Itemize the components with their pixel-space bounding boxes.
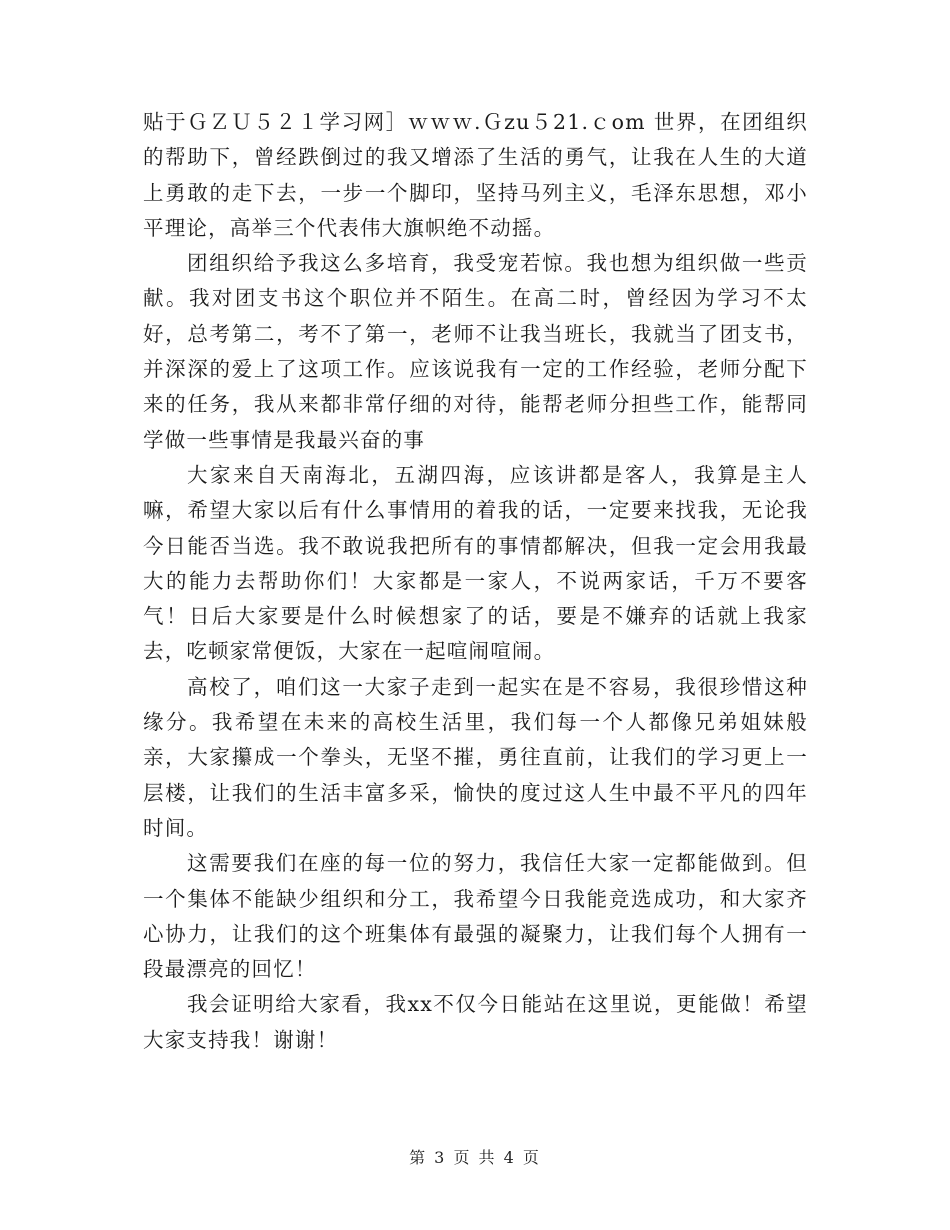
page-footer [0,1145,950,1168]
document-body [143,105,808,1058]
paragraph-4: 高校了，咱们这一大家子走到一起实在是不容易，我很珍惜这种缘分。我希望在未来的高校生活里，我们每一个人都像兄弟姐妹般亲，大家攥成一个拳头，无坚不摧，勇往直前，让我们的学习更上一层楼，让我们的生活丰富多采，愉快的度过这人生中最不平凡的四年时间。 [143,674,808,840]
paragraph-2: 团组织给予我这么多培育，我受宠若惊。我也想为组织做一些贡献。我对团支书这个职位并不陌生。在高二时，曾经因为学习不太好，总考第二，考不了第一，老师不让我当班长，我就当了团支书，并深深的爱上了这项工作。应该说我有一定的工作经验，老师分配下来的任务，我从来都非常仔细的对待，能帮老师分担些工作，能帮同学做一些事情是我最兴奋的事 [143,251,808,452]
page-number: 第 3 页 共 4 页 [409,1148,541,1167]
paragraph-5: 这需要我们在座的每一位的努力，我信任大家一定都能做到。但一个集体不能缺少组织和分工，我希望今日我能竞选成功，和大家齐心协力，让我们的这个班集体有最强的凝聚力，让我们每个人拥有一段最漂亮的回忆！ [143,851,808,982]
paragraph-3: 大家来自天南海北，五湖四海，应该讲都是客人，我算是主人嘛，希望大家以后有什么事情用的着我的话，一定要来找我，无论我今日能否当选。我不敢说我把所有的事情都解决，但我一定会用我最大的能力去帮助你们！大家都是一家人，不说两家话，千万不要客气！日后大家要是什么时候想家了的话，要是不嫌弃的话就上我家去，吃顿家常便饭，大家在一起喧闹喧闹。 [143,462,808,664]
paragraph-6: 我会证明给大家看，我xx不仅今日能站在这里说，更能做！希望大家支持我！谢谢！ [143,992,808,1052]
paragraph-1: 贴于ＧＺＵ５２１学习网］ｗｗｗ.Ｇzu５21.ｃom 世界，在团组织的帮助下，曾经跌倒过的我又增添了生活的勇气，让我在人生的大道上勇敢的走下去，一步一个脚印，坚持马列主义，毛泽东思想，邓小平理论，高举三个代表伟大旗帜绝不动摇。 [143,110,808,240]
